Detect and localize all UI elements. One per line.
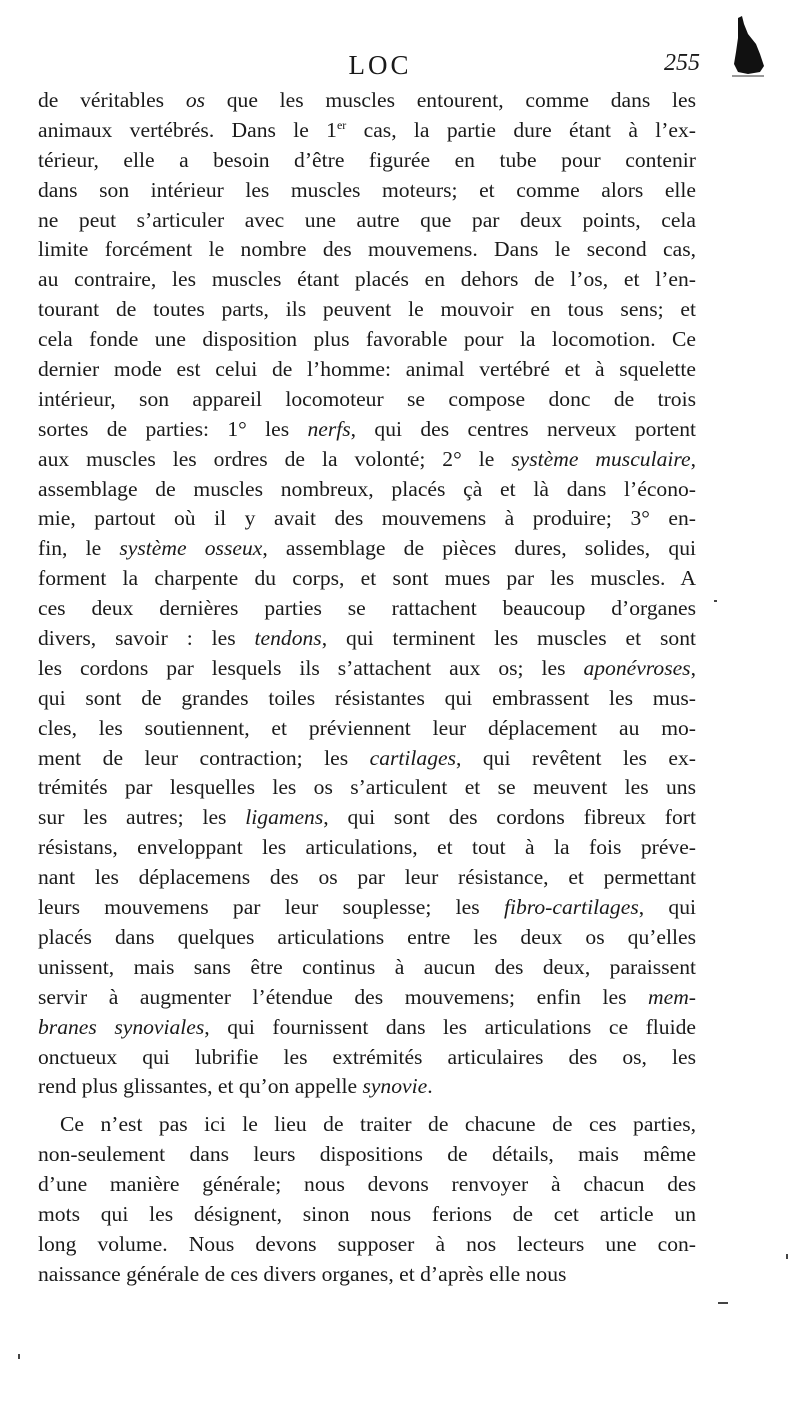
italic-term: branes synoviales bbox=[38, 1014, 205, 1039]
text-line bbox=[38, 325, 696, 355]
text-run: assemblage de muscles nombreux, placés çà et là dans l’écono- bbox=[38, 476, 696, 501]
italic-term: mem- bbox=[648, 984, 696, 1009]
text-run: ces deux dernières parties se rattachent beaucoup d’organes bbox=[38, 596, 696, 621]
text-line bbox=[38, 654, 696, 684]
text-line bbox=[38, 893, 696, 923]
superscript: er bbox=[336, 117, 347, 132]
text-line bbox=[38, 684, 696, 714]
text-run: mie, partout où il y avait des mouvemens à produire; 3° en- bbox=[38, 506, 696, 531]
text-line bbox=[38, 983, 696, 1013]
text-run: limite forcément le nombre des mouvemens. Dans le second cas, bbox=[38, 237, 696, 262]
text-line bbox=[38, 206, 696, 236]
italic-term: os bbox=[185, 88, 206, 112]
text-line bbox=[38, 1043, 696, 1073]
text-run: tourant de toutes parts, ils peuvent le mouvoir en tous sens; et bbox=[38, 297, 696, 322]
text-run: mots qui les désignent, sinon nous ferions de cet article un bbox=[38, 1201, 696, 1226]
text-line bbox=[38, 714, 696, 744]
text-run: , assemblage de pièces dures, solides, qui bbox=[262, 536, 696, 561]
text-run: , qui sont des cordons fibreux fort bbox=[323, 805, 696, 830]
text-run: cela fonde une disposition plus favorable pour la locomotion. Ce bbox=[38, 327, 696, 352]
text-line bbox=[38, 86, 696, 116]
text-line bbox=[38, 355, 696, 385]
text-run: d’une manière générale; nous devons renvoyer à chacun des bbox=[38, 1172, 696, 1197]
text-line bbox=[38, 504, 696, 534]
text-run: sur les autres; les bbox=[38, 805, 246, 830]
text-line bbox=[38, 1170, 696, 1200]
text-line bbox=[38, 235, 696, 265]
text-line bbox=[38, 1072, 696, 1102]
italic-term: système musculaire bbox=[511, 446, 691, 471]
text-line bbox=[38, 534, 696, 564]
text-run: rend plus glissantes, et qu’on appelle bbox=[38, 1074, 363, 1099]
text-run: intérieur, son appareil locomoteur se compose donc de trois bbox=[38, 386, 696, 411]
text-run: dans son intérieur les muscles moteurs; et comme alors elle bbox=[38, 177, 696, 202]
text-run: , qui bbox=[638, 895, 696, 920]
italic-term: système osseux bbox=[119, 536, 263, 561]
text-line bbox=[38, 146, 696, 176]
text-line bbox=[38, 1200, 696, 1230]
text-line bbox=[38, 176, 696, 206]
italic-term: ligamens bbox=[245, 805, 324, 830]
text-line bbox=[38, 953, 696, 983]
text-line bbox=[38, 385, 696, 415]
text-line bbox=[38, 116, 696, 146]
text-run: , qui fournissent dans les articulations ce fluide bbox=[204, 1014, 696, 1039]
body-text bbox=[38, 86, 696, 1290]
text-run: térieur, elle a besoin d’être figurée en tube pour contenir bbox=[38, 147, 696, 172]
text-line bbox=[38, 923, 696, 953]
margin-speck bbox=[718, 1302, 728, 1304]
text-line bbox=[38, 475, 696, 505]
text-run: qui sont de grandes toiles résistantes qui embrassent les mus- bbox=[38, 685, 696, 710]
running-head bbox=[60, 44, 700, 84]
text-run: , bbox=[690, 655, 696, 680]
text-line bbox=[38, 1110, 696, 1140]
text-run: de véritables bbox=[38, 88, 186, 112]
text-run: cas, la partie dure étant à l’ex- bbox=[346, 117, 696, 142]
text-line bbox=[38, 744, 696, 774]
page-number: 255 bbox=[664, 50, 700, 76]
text-line bbox=[38, 833, 696, 863]
text-run: cles, les soutiennent, et préviennent leur déplacement au mo- bbox=[38, 715, 696, 740]
italic-term: nerfs bbox=[307, 416, 351, 441]
text-run: . bbox=[427, 1074, 433, 1099]
margin-speck bbox=[714, 600, 717, 602]
italic-term: tendons bbox=[254, 626, 322, 651]
text-line bbox=[38, 773, 696, 803]
text-run: résistans, enveloppant les articulations, et tout à la fois préve- bbox=[38, 835, 696, 860]
text-line bbox=[38, 265, 696, 295]
running-head-title: LOC bbox=[348, 50, 412, 80]
italic-term: aponévroses bbox=[583, 655, 691, 680]
text-line bbox=[38, 803, 696, 833]
margin-speck bbox=[786, 1254, 788, 1259]
text-run: placés dans quelques articulations entre les deux os qu’elles bbox=[38, 924, 696, 949]
text-run: , qui des centres nerveux portent bbox=[350, 416, 697, 441]
text-run: long volume. Nous devons supposer à nos lecteurs une con- bbox=[38, 1231, 696, 1256]
text-line bbox=[38, 415, 696, 445]
text-run: nant les déplacemens des os par leur résistance, et permettant bbox=[38, 865, 696, 890]
text-run: , bbox=[690, 446, 696, 471]
italic-term: fibro-cartilages bbox=[503, 895, 639, 920]
ink-stain-mark bbox=[730, 14, 766, 80]
text-run: fin, le bbox=[38, 536, 120, 561]
text-line bbox=[38, 594, 696, 624]
text-line bbox=[38, 624, 696, 654]
text-run: unissent, mais sans être continus à aucun des deux, paraissent bbox=[38, 954, 696, 979]
text-run: , qui revêtent les ex- bbox=[456, 745, 696, 770]
text-line bbox=[38, 1230, 696, 1260]
text-line bbox=[38, 1140, 696, 1170]
text-line bbox=[38, 1013, 696, 1043]
text-run: onctueux qui lubrifie les extrémités articulaires des os, les bbox=[38, 1044, 696, 1069]
text-run: naissance générale de ces divers organes, et d’après elle nous bbox=[38, 1261, 567, 1286]
text-run: non-seulement dans leurs dispositions de détails, mais même bbox=[38, 1142, 696, 1167]
italic-term: cartilages bbox=[369, 745, 456, 770]
text-line bbox=[38, 863, 696, 893]
text-run: que les muscles entourent, comme dans les bbox=[205, 88, 697, 112]
text-line bbox=[38, 1260, 696, 1290]
text-run: aux muscles les ordres de la volonté; 2° le bbox=[38, 446, 512, 471]
text-run: forment la charpente du corps, et sont mues par les muscles. A bbox=[38, 566, 696, 591]
text-line bbox=[38, 295, 696, 325]
text-run: , qui terminent les muscles et sont bbox=[321, 626, 696, 651]
margin-speck bbox=[18, 1354, 20, 1359]
text-run: sortes de parties: 1° les bbox=[38, 416, 308, 441]
text-run: servir à augmenter l’étendue des mouvemens; enfin les bbox=[38, 984, 649, 1009]
text-line bbox=[38, 445, 696, 475]
italic-term: synovie bbox=[362, 1074, 428, 1099]
text-run: les cordons par lesquels ils s’attachent aux os; les bbox=[38, 655, 584, 680]
text-line bbox=[38, 564, 696, 594]
text-run: animaux vertébrés. Dans le 1 bbox=[38, 117, 337, 142]
text-run: leurs mouvemens par leur souplesse; les bbox=[38, 895, 504, 920]
text-run: ne peut s’articuler avec une autre que par deux points, cela bbox=[38, 207, 696, 232]
text-run: ment de leur contraction; les bbox=[38, 745, 370, 770]
text-run: dernier mode est celui de l’homme: animal vertébré et à squelette bbox=[38, 357, 696, 382]
text-run: au contraire, les muscles étant placés en dehors de l’os, et l’en- bbox=[38, 267, 696, 292]
text-run: Ce n’est pas ici le lieu de traiter de chacune de ces parties, bbox=[60, 1112, 696, 1137]
text-run: trémités par lesquelles les os s’articulent et se meuvent les uns bbox=[38, 775, 696, 800]
text-run: divers, savoir : les bbox=[38, 626, 255, 651]
